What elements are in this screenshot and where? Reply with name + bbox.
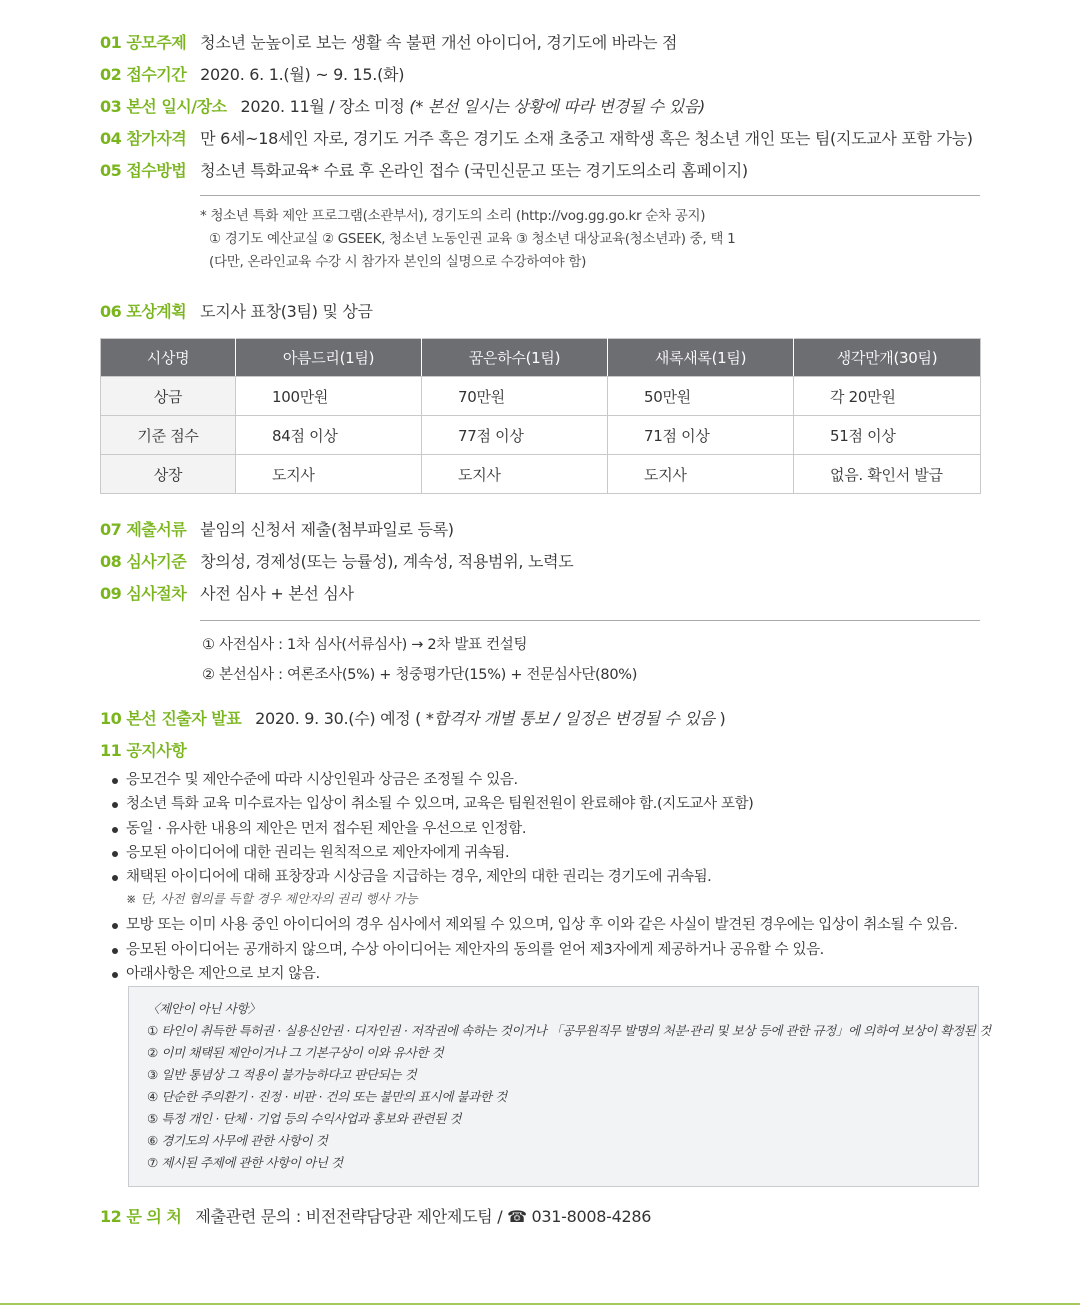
table-cell: 71점 이상	[608, 416, 794, 455]
exclusion-item: ① 타인이 취득한 특허권 · 실용신안권 · 디자인권 · 저작권에 속하는 것이거나 「공무원직무 발명의 처분·관리 및 보상 등에 관한 규정」에 의하여 보상이 확정된 것	[147, 1023, 991, 1038]
divider	[200, 195, 980, 196]
education-note-line: (다만, 온라인교육 수강 시 참가자 본인의 실명으로 수강하여야 함)	[209, 254, 587, 270]
review-step: ② 본선심사 : 여론조사(5%) + 청중평가단(15%) + 전문심사단(80%)	[202, 667, 638, 683]
list-item: 응모된 아이디어에 대한 권리는 원칙적으로 제안자에게 귀속됨.	[112, 841, 958, 865]
table-row	[101, 416, 981, 455]
section-text-close: )	[714, 709, 726, 728]
table-header-cell: 생각만개(30팀)	[794, 339, 981, 377]
section-text: 창의성, 경제성(또는 능률성), 계속성, 적용범위, 노력도	[200, 552, 574, 571]
education-note-line: ① 경기도 예산교실 ② GSEEK, 청소년 노동인권 교육 ③ 청소년 대상교육(청소년과) 중, 택 1	[209, 231, 736, 247]
section-text: 사전 심사 + 본선 심사	[200, 584, 354, 603]
section-10-announcement	[100, 708, 725, 730]
list-item: 청소년 특화 교육 미수료자는 입상이 취소될 수 있으며, 교육은 팀원전원이 완료해야 함.(지도교사 포함)	[112, 792, 958, 816]
list-item: 응모건수 및 제안수준에 따라 시상인원과 상금은 조정될 수 있음.	[112, 768, 958, 792]
table-header-cell: 꿈은하수(1팀)	[422, 339, 608, 377]
section-label: 04 참가자격	[100, 129, 187, 148]
exclusion-item: ② 이미 채택된 제안이거나 그 기본구상이 이와 유사한 것	[147, 1045, 444, 1060]
section-label: 02 접수기간	[100, 65, 187, 84]
exclusion-title: 〈제안이 아닌 사항〉	[147, 1001, 261, 1016]
table-cell: 77점 이상	[422, 416, 608, 455]
table-cell: 도지사	[236, 455, 422, 494]
table-cell: 없음. 확인서 발급	[794, 455, 981, 494]
section-text: 2020. 6. 1.(월) ~ 9. 15.(화)	[200, 65, 405, 84]
exclusion-box	[128, 986, 991, 1187]
section-label: 10 본선 진출자 발표	[100, 709, 242, 728]
section-label: 12 문 의 처	[100, 1207, 182, 1226]
section-label: 03 본선 일시/장소	[100, 97, 227, 116]
exclusion-item: ④ 단순한 주의환기 · 진정 · 비판 · 건의 또는 불만의 표시에 불과한 것	[147, 1089, 507, 1104]
row-header-cell: 상금	[101, 377, 236, 416]
table-cell: 70만원	[422, 377, 608, 416]
review-step: ① 사전심사 : 1차 심사(서류심사) → 2차 발표 컨설팅	[202, 637, 528, 653]
list-item: 아래사항은 제안으로 보지 않음.	[112, 962, 958, 986]
section-text: 청소년 눈높이로 보는 생활 속 불편 개선 아이디어, 경기도에 바라는 점	[200, 33, 678, 52]
table-cell: 각 20만원	[794, 377, 981, 416]
section-09-procedure	[100, 583, 354, 605]
section-text: 청소년 특화교육* 수료 후 온라인 접수 (국민신문고 또는 경기도의소리 홈페이지)	[200, 161, 748, 180]
list-item: 모방 또는 이미 사용 중인 아이디어의 경우 심사에서 제외될 수 있으며, 입상 후 이와 같은 사실이 발견된 경우에는 입상이 취소될 수 있음.	[112, 913, 958, 937]
exclusion-item: ⑤ 특정 개인 · 단체 · 기업 등의 수익사업과 홍보와 관련된 것	[147, 1111, 462, 1126]
section-04-eligibility	[100, 128, 973, 150]
exclusion-item: ⑦ 제시된 주제에 관한 사항이 아닌 것	[147, 1155, 343, 1170]
education-note-line: * 청소년 특화 제안 프로그램(소관부서), 경기도의 소리 (http://vog.gg.go.kr 순차 공지)	[200, 208, 706, 224]
education-note	[200, 205, 735, 274]
list-item: 채택된 아이디어에 대해 표창장과 시상금을 지급하는 경우, 제안의 대한 권리는 경기도에 귀속됨.	[112, 865, 958, 889]
section-note: *합격자 개별 통보 / 일정은 변경될 수 있음	[425, 709, 715, 728]
table-header-cell: 새록새록(1팀)	[608, 339, 794, 377]
section-label: 07 제출서류	[100, 520, 187, 539]
section-label: 06 포상계획	[100, 302, 187, 321]
table-header-cell: 시상명	[101, 339, 236, 377]
table-cell: 도지사	[608, 455, 794, 494]
section-03-final-schedule	[100, 96, 705, 118]
section-text: 붙임의 신청서 제출(첨부파일로 등록)	[200, 520, 454, 539]
section-01-topic	[100, 32, 677, 54]
section-label: 08 심사기준	[100, 552, 187, 571]
section-06-awards	[100, 301, 373, 323]
section-02-period	[100, 64, 404, 86]
table-cell: 도지사	[422, 455, 608, 494]
award-table	[100, 338, 981, 494]
row-header-cell: 상장	[101, 455, 236, 494]
table-cell: 100만원	[236, 377, 422, 416]
section-label: 09 심사절차	[100, 584, 187, 603]
notice-list	[112, 768, 958, 986]
section-text: 2020. 11월 / 장소 미정	[240, 97, 410, 116]
section-05-method	[100, 160, 748, 182]
section-08-criteria	[100, 551, 573, 573]
section-label: 05 접수방법	[100, 161, 187, 180]
contact-text: 제출관련 문의 : 비전전략담당관 제안제도팀 / ☎ 031-8008-4286	[195, 1207, 652, 1226]
row-header-cell: 기준 점수	[101, 416, 236, 455]
table-cell: 50만원	[608, 377, 794, 416]
exclusion-item: ⑥ 경기도의 사무에 관한 사항이 것	[147, 1133, 328, 1148]
list-item: 동일 · 유사한 내용의 제안은 먼저 접수된 제안을 우선으로 인정함.	[112, 817, 958, 841]
section-07-documents	[100, 519, 454, 541]
section-note: (* 본선 일시는 상황에 따라 변경될 수 있음)	[409, 97, 705, 116]
section-11-notices	[100, 740, 200, 762]
table-row	[101, 455, 981, 494]
table-header-row	[101, 339, 981, 377]
notice-subnote: ※ 단, 사전 협의를 득할 경우 제안자의 권리 행사 가능	[126, 891, 418, 906]
section-text: 만 6세~18세인 자로, 경기도 거주 혹은 경기도 소재 초중고 재학생 혹은 청소년 개인 또는 팀(지도교사 포함 가능)	[200, 129, 973, 148]
list-item: 응모된 아이디어는 공개하지 않으며, 수상 아이디어는 제안자의 동의를 얻어 제3자에게 제공하거나 공유할 수 있음.	[112, 938, 958, 962]
table-row	[101, 377, 981, 416]
table-cell: 84점 이상	[236, 416, 422, 455]
exclusion-item: ③ 일반 통념상 그 적용이 불가능하다고 판단되는 것	[147, 1067, 417, 1082]
section-12-contact	[100, 1206, 651, 1228]
section-text: 2020. 9. 30.(수) 예정 (	[255, 709, 426, 728]
section-label: 01 공모주제	[100, 33, 187, 52]
divider	[200, 620, 980, 621]
footer-line	[0, 1303, 1080, 1305]
section-label: 11 공지사항	[100, 741, 187, 760]
table-header-cell: 아름드리(1팀)	[236, 339, 422, 377]
section-text: 도지사 표창(3팀) 및 상금	[200, 302, 373, 321]
table-cell: 51점 이상	[794, 416, 981, 455]
